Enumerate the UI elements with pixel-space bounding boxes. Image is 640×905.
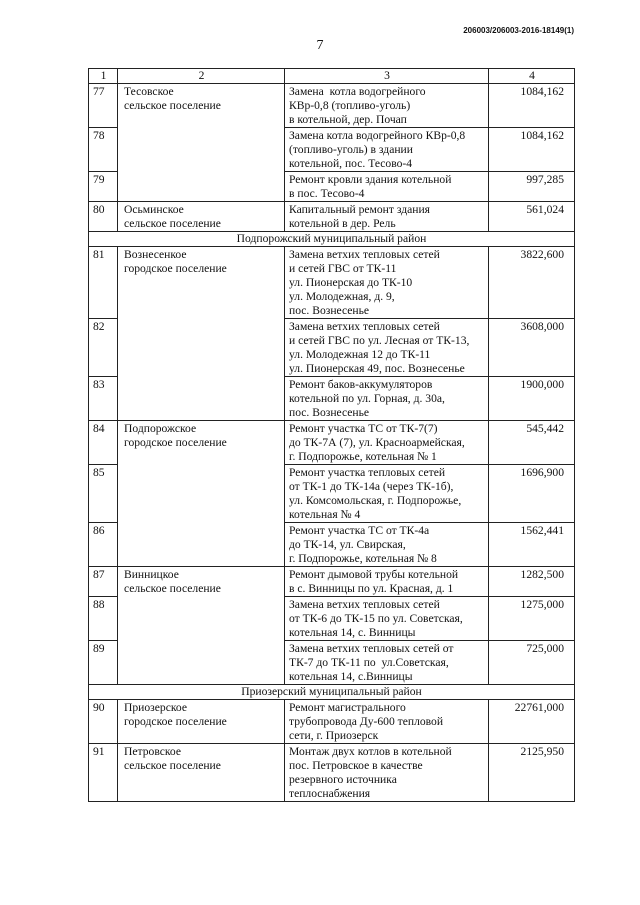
text-line: (топливо-уголь) в здании bbox=[289, 143, 413, 156]
row-number: 89 bbox=[89, 641, 118, 685]
text-line: городское поселение bbox=[124, 715, 227, 728]
text-line: котельная 14, с. Винницы bbox=[289, 626, 416, 639]
row-number: 80 bbox=[89, 202, 118, 232]
text-line: сельское поселение bbox=[124, 217, 221, 230]
amount: 2125,950 bbox=[489, 744, 575, 802]
work-description bbox=[285, 641, 489, 685]
amount: 1562,441 bbox=[489, 523, 575, 567]
text-line: Петровское bbox=[124, 745, 182, 758]
work-description bbox=[285, 377, 489, 421]
settlement-name bbox=[118, 247, 285, 421]
text-line: пос. Петровское в качестве bbox=[289, 759, 423, 772]
text-line: сельское поселение bbox=[124, 99, 221, 112]
row-number: 85 bbox=[89, 465, 118, 523]
amount: 1084,162 bbox=[489, 84, 575, 128]
text-line: трубопровода Ду-600 тепловой bbox=[289, 715, 444, 728]
row-number: 86 bbox=[89, 523, 118, 567]
row-number: 87 bbox=[89, 567, 118, 597]
work-description bbox=[285, 744, 489, 802]
work-description bbox=[285, 128, 489, 172]
row-number: 88 bbox=[89, 597, 118, 641]
text-line: котельной по ул. Горная, д. 30а, bbox=[289, 392, 445, 405]
text-line: ул. Молодежная 12 до ТК-11 bbox=[289, 348, 431, 361]
row-number: 83 bbox=[89, 377, 118, 421]
works-table bbox=[88, 68, 575, 802]
amount: 1084,162 bbox=[489, 128, 575, 172]
text-line: пос. Вознесенье bbox=[289, 406, 370, 419]
work-description bbox=[285, 523, 489, 567]
row-number: 81 bbox=[89, 247, 118, 319]
row-number: 79 bbox=[89, 172, 118, 202]
text-line: в котельной, дер. Почап bbox=[289, 113, 407, 126]
text-line: теплоснабжения bbox=[289, 787, 371, 800]
row-number: 82 bbox=[89, 319, 118, 377]
text-line: Капитальный ремонт здания bbox=[289, 203, 431, 216]
text-line: в с. Винницы по ул. Красная, д. 1 bbox=[289, 582, 454, 595]
work-description bbox=[285, 172, 489, 202]
row-number: 91 bbox=[89, 744, 118, 802]
text-line: сети, г. Приозерск bbox=[289, 729, 379, 742]
text-line: Осьминское bbox=[124, 203, 184, 216]
amount: 1275,000 bbox=[489, 597, 575, 641]
text-line: Ремонт дымовой трубы котельной bbox=[289, 568, 459, 581]
text-line: г. Подпорожье, котельная № 8 bbox=[289, 552, 437, 565]
amount: 1696,900 bbox=[489, 465, 575, 523]
text-line: Замена котла водогрейного КВр-0,8 bbox=[289, 129, 466, 142]
table-row bbox=[89, 247, 575, 319]
document-id: 206003/206003-2016-18149(1) bbox=[463, 26, 574, 35]
text-line: Замена ветхих тепловых сетей bbox=[289, 248, 440, 261]
text-line: котельной, пос. Тесово-4 bbox=[289, 157, 413, 170]
text-line: ТК-7 до ТК-11 по ул.Советская, bbox=[289, 656, 449, 669]
text-line: Монтаж двух котлов в котельной bbox=[289, 745, 452, 758]
text-line: Винницкое bbox=[124, 568, 179, 581]
text-line: Подпорожское bbox=[124, 422, 197, 435]
row-number: 78 bbox=[89, 128, 118, 172]
amount: 725,000 bbox=[489, 641, 575, 685]
table-row bbox=[89, 567, 575, 597]
work-description bbox=[285, 567, 489, 597]
settlement-name bbox=[118, 567, 285, 685]
settlement-name bbox=[118, 421, 285, 567]
text-line: Вознесенкое bbox=[124, 248, 187, 261]
text-line: до ТК-14, ул. Свирская, bbox=[289, 538, 406, 551]
settlement-name bbox=[118, 84, 285, 202]
column-header: 1 bbox=[89, 69, 118, 84]
text-line: Приозерское bbox=[124, 701, 187, 714]
column-header: 2 bbox=[118, 69, 285, 84]
text-line: городское поселение bbox=[124, 262, 227, 275]
column-header: 4 bbox=[489, 69, 575, 84]
amount: 3608,000 bbox=[489, 319, 575, 377]
page-number: 7 bbox=[316, 38, 324, 53]
text-line: Ремонт участка тепловых сетей bbox=[289, 466, 446, 479]
amount: 3822,600 bbox=[489, 247, 575, 319]
text-line: от ТК-6 до ТК-15 по ул. Советская, bbox=[289, 612, 463, 625]
text-line: ул. Пионерская до ТК-10 bbox=[289, 276, 413, 289]
text-line: ул. Молодежная, д. 9, bbox=[289, 290, 395, 303]
table-row bbox=[89, 202, 575, 232]
work-description bbox=[285, 202, 489, 232]
text-line: Ремонт участка ТС от ТК-4а bbox=[289, 524, 430, 537]
column-header: 3 bbox=[285, 69, 489, 84]
text-line: ул. Комсомольская, г. Подпорожье, bbox=[289, 494, 462, 507]
amount: 22761,000 bbox=[489, 700, 575, 744]
text-line: в пос. Тесово-4 bbox=[289, 187, 365, 200]
settlement-name bbox=[118, 202, 285, 232]
work-description bbox=[285, 700, 489, 744]
amount: 1900,000 bbox=[489, 377, 575, 421]
text-line: ул. Пионерская 49, пос. Вознесенье bbox=[289, 362, 465, 375]
text-line: котельная № 4 bbox=[289, 508, 361, 521]
table-row bbox=[89, 700, 575, 744]
table-header-row bbox=[89, 69, 575, 84]
text-line: до ТК-7А (7), ул. Красноармейская, bbox=[289, 436, 465, 449]
text-line: Ремонт кровли здания котельной bbox=[289, 173, 452, 186]
amount: 997,285 bbox=[489, 172, 575, 202]
work-description bbox=[285, 597, 489, 641]
text-line: от ТК-1 до ТК-14а (через ТК-1б), bbox=[289, 480, 454, 493]
amount: 561,024 bbox=[489, 202, 575, 232]
table-row bbox=[89, 744, 575, 802]
text-line: Тесовское bbox=[124, 85, 174, 98]
text-line: Замена ветхих тепловых сетей от bbox=[289, 642, 454, 655]
works-table-body bbox=[89, 69, 575, 802]
text-line: КВр-0,8 (топливо-уголь) bbox=[289, 99, 411, 112]
section-title: Подпорожский муниципальный район bbox=[89, 232, 575, 247]
text-line: и сетей ГВС от ТК-11 bbox=[289, 262, 397, 275]
work-description bbox=[285, 84, 489, 128]
table-row bbox=[89, 84, 575, 128]
text-line: резервного источника bbox=[289, 773, 397, 786]
text-line: Замена ветхих тепловых сетей bbox=[289, 598, 440, 611]
section-row bbox=[89, 685, 575, 700]
text-line: котельной в дер. Рель bbox=[289, 217, 396, 230]
text-line: Ремонт магистрального bbox=[289, 701, 406, 714]
row-number: 77 bbox=[89, 84, 118, 128]
text-line: г. Подпорожье, котельная № 1 bbox=[289, 450, 437, 463]
work-description bbox=[285, 319, 489, 377]
work-description bbox=[285, 421, 489, 465]
text-line: пос. Вознесенье bbox=[289, 304, 370, 317]
row-number: 84 bbox=[89, 421, 118, 465]
work-description bbox=[285, 465, 489, 523]
table-row bbox=[89, 421, 575, 465]
amount: 1282,500 bbox=[489, 567, 575, 597]
text-line: и сетей ГВС по ул. Лесная от ТК-13, bbox=[289, 334, 470, 347]
text-line: Замена котла водогрейного bbox=[289, 85, 426, 98]
text-line: Ремонт баков-аккумуляторов bbox=[289, 378, 433, 391]
text-line: Ремонт участка ТС от ТК-7(7) bbox=[289, 422, 438, 435]
amount: 545,442 bbox=[489, 421, 575, 465]
text-line: котельная 14, с.Винницы bbox=[289, 670, 413, 683]
section-title: Приозерский муниципальный район bbox=[89, 685, 575, 700]
text-line: сельское поселение bbox=[124, 582, 221, 595]
text-line: Замена ветхих тепловых сетей bbox=[289, 320, 440, 333]
work-description bbox=[285, 247, 489, 319]
section-row bbox=[89, 232, 575, 247]
row-number: 90 bbox=[89, 700, 118, 744]
text-line: городское поселение bbox=[124, 436, 227, 449]
text-line: сельское поселение bbox=[124, 759, 221, 772]
settlement-name bbox=[118, 700, 285, 744]
settlement-name bbox=[118, 744, 285, 802]
